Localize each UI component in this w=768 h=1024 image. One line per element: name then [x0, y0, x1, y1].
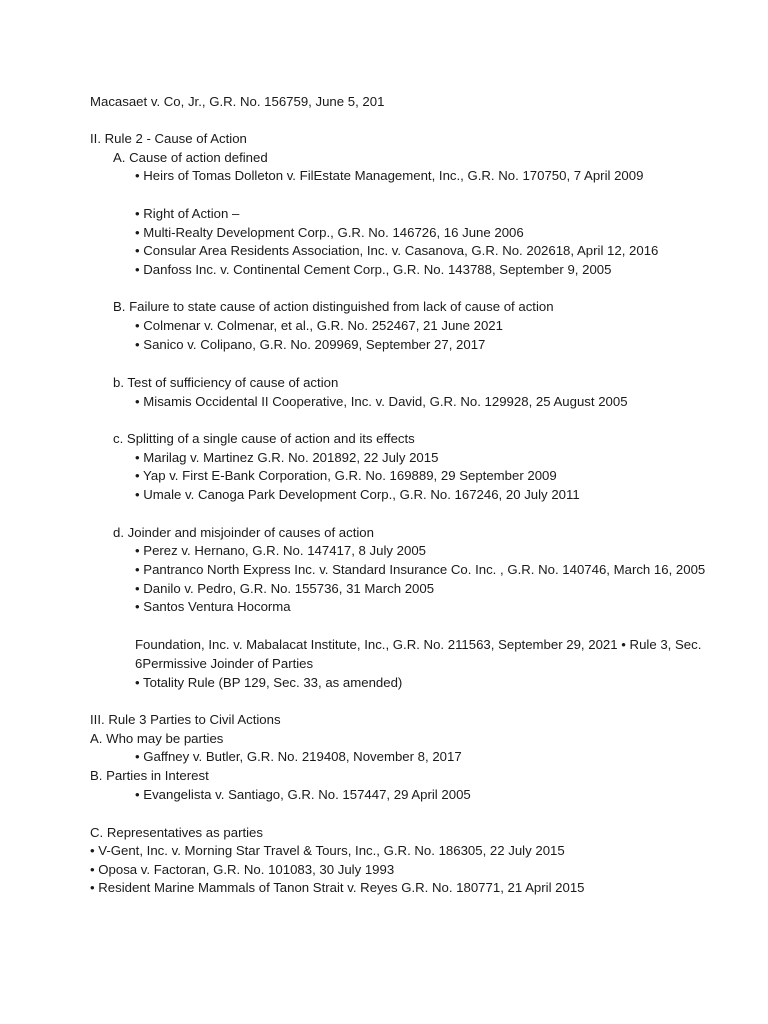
subsection-heading: B. Parties in Interest: [90, 768, 209, 783]
case-bullet: • V-Gent, Inc. v. Morning Star Travel & Tours, Inc., G.R. No. 186305, 22 July 2015: [90, 843, 565, 858]
subsection-heading: c. Splitting of a single cause of action and its effects: [113, 431, 415, 446]
subsection-heading: B. Failure to state cause of action distinguished from lack of cause of action: [113, 299, 554, 314]
subsection-heading: A. Cause of action defined: [113, 150, 268, 165]
case-bullet: • Evangelista v. Santiago, G.R. No. 157447, 29 April 2005: [135, 787, 471, 802]
case-bullet: • Yap v. First E-Bank Corporation, G.R. No. 169889, 29 September 2009: [135, 468, 557, 483]
case-bullet: • Oposa v. Factoran, G.R. No. 101083, 30 July 1993: [90, 862, 395, 877]
subsection-heading: d. Joinder and misjoinder of causes of action: [113, 525, 374, 540]
case-bullet: • Pantranco North Express Inc. v. Standard Insurance Co. Inc. , G.R. No. 140746, March 16, 2005: [135, 562, 706, 577]
case-bullet: • Resident Marine Mammals of Tanon Strait v. Reyes G.R. No. 180771, 21 April 2015: [90, 880, 585, 895]
subsection-heading: b. Test of sufficiency of cause of action: [113, 375, 339, 390]
case-bullet: • Totality Rule (BP 129, Sec. 33, as amended): [135, 675, 403, 690]
case-bullet: • Santos Ventura Hocorma: [135, 599, 291, 614]
case-bullet: • Heirs of Tomas Dolleton v. FilEstate Management, Inc., G.R. No. 170750, 7 April 2009: [135, 168, 644, 183]
case-bullet: • Danilo v. Pedro, G.R. No. 155736, 31 March 2005: [135, 581, 435, 596]
case-citation: Macasaet v. Co, Jr., G.R. No. 156759, June 5, 201: [90, 94, 385, 109]
case-bullet: • Danfoss Inc. v. Continental Cement Corp., G.R. No. 143788, September 9, 2005: [135, 262, 612, 277]
subsection-heading: C. Representatives as parties: [90, 825, 263, 840]
case-bullet: • Sanico v. Colipano, G.R. No. 209969, September 27, 2017: [135, 337, 486, 352]
case-bullet: • Multi-Realty Development Corp., G.R. No. 146726, 16 June 2006: [135, 225, 524, 240]
case-bullet: • Marilag v. Martinez G.R. No. 201892, 22 July 2015: [135, 450, 439, 465]
case-bullet: • Gaffney v. Butler, G.R. No. 219408, November 8, 2017: [135, 749, 462, 764]
continuation-text: 6Permissive Joinder of Parties: [135, 656, 314, 671]
continuation-text: Foundation, Inc. v. Mabalacat Institute, Inc., G.R. No. 211563, September 29, 2021 • Rule 3, Sec.: [135, 637, 702, 652]
subsection-heading: A. Who may be parties: [90, 731, 224, 746]
section-heading: II. Rule 2 - Cause of Action: [90, 131, 247, 146]
case-bullet: • Umale v. Canoga Park Development Corp., G.R. No. 167246, 20 July 2011: [135, 487, 580, 502]
case-bullet: • Misamis Occidental II Cooperative, Inc. v. David, G.R. No. 129928, 25 August 2005: [135, 394, 628, 409]
case-bullet: • Colmenar v. Colmenar, et al., G.R. No. 252467, 21 June 2021: [135, 318, 503, 333]
section-heading: III. Rule 3 Parties to Civil Actions: [90, 712, 281, 727]
case-bullet: • Perez v. Hernano, G.R. No. 147417, 8 July 2005: [135, 543, 426, 558]
topic-bullet: • Right of Action –: [135, 206, 240, 221]
case-bullet: • Consular Area Residents Association, Inc. v. Casanova, G.R. No. 202618, April 12, 2016: [135, 243, 659, 258]
